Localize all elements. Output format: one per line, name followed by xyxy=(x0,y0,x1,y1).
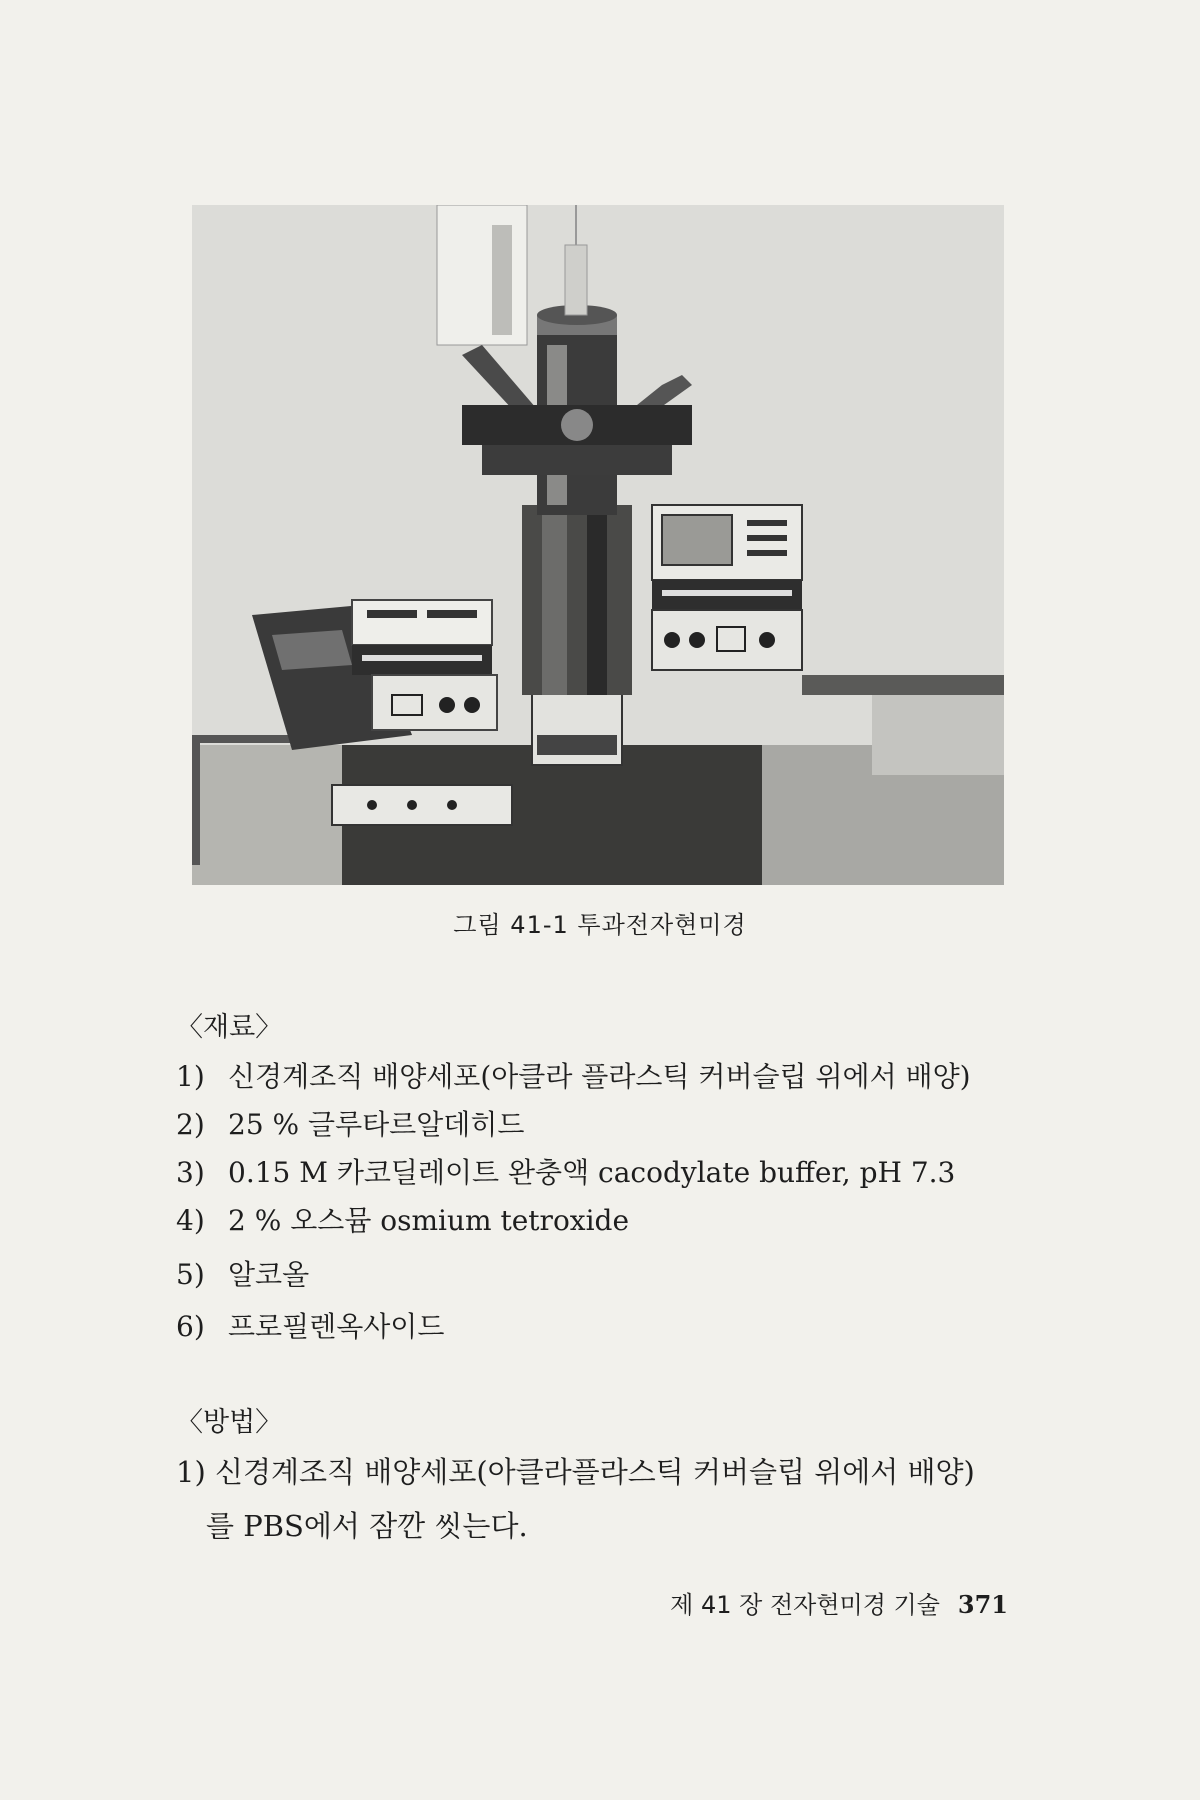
item-text: 0.15 M 카코딜레이트 완충액 cacodylate buffer, pH 7.3 xyxy=(228,1156,956,1189)
item-number: 4) xyxy=(176,1204,205,1237)
item-text: 25 % 글루타르알데히드 xyxy=(228,1108,525,1141)
item-text: 알코올 xyxy=(228,1258,310,1291)
step-number: 1) xyxy=(176,1455,206,1489)
method-heading: 〈방법〉 xyxy=(176,1407,283,1438)
method-step xyxy=(176,1445,1036,1553)
item-number: 3) xyxy=(176,1156,205,1189)
method-step-continuation: 를 PBS에서 잠깐 씻는다. xyxy=(206,1509,528,1543)
chapter-title: 제 41 장 전자현미경 기술 xyxy=(670,1591,940,1619)
step-text: 신경계조직 배양세포(아클라플라스틱 커버슬립 위에서 배양) xyxy=(214,1455,975,1489)
materials-item xyxy=(176,1103,524,1143)
item-text: 신경계조직 배양세포(아클라 플라스틱 커버슬립 위에서 배양) xyxy=(228,1060,971,1093)
item-number: 6) xyxy=(176,1310,205,1343)
item-number: 5) xyxy=(176,1258,205,1291)
page-number: 371 xyxy=(957,1590,1008,1619)
item-text: 프로필렌옥사이드 xyxy=(228,1310,445,1343)
materials-item xyxy=(176,1055,971,1095)
figure-caption: 그림 41-1 투과전자현미경 xyxy=(453,911,747,939)
item-text: 2 % 오스뮴 osmium tetroxide xyxy=(228,1204,630,1237)
materials-item xyxy=(176,1199,629,1239)
item-number: 1) xyxy=(176,1060,205,1093)
electron-microscope-photo xyxy=(192,205,1004,885)
materials-item xyxy=(176,1151,955,1191)
page-footer xyxy=(670,1585,1008,1620)
materials-heading: 〈재료〉 xyxy=(176,1012,283,1043)
materials-item xyxy=(176,1253,309,1293)
materials-item xyxy=(176,1305,444,1345)
method-step-line xyxy=(176,1445,1036,1499)
item-number: 2) xyxy=(176,1108,205,1141)
